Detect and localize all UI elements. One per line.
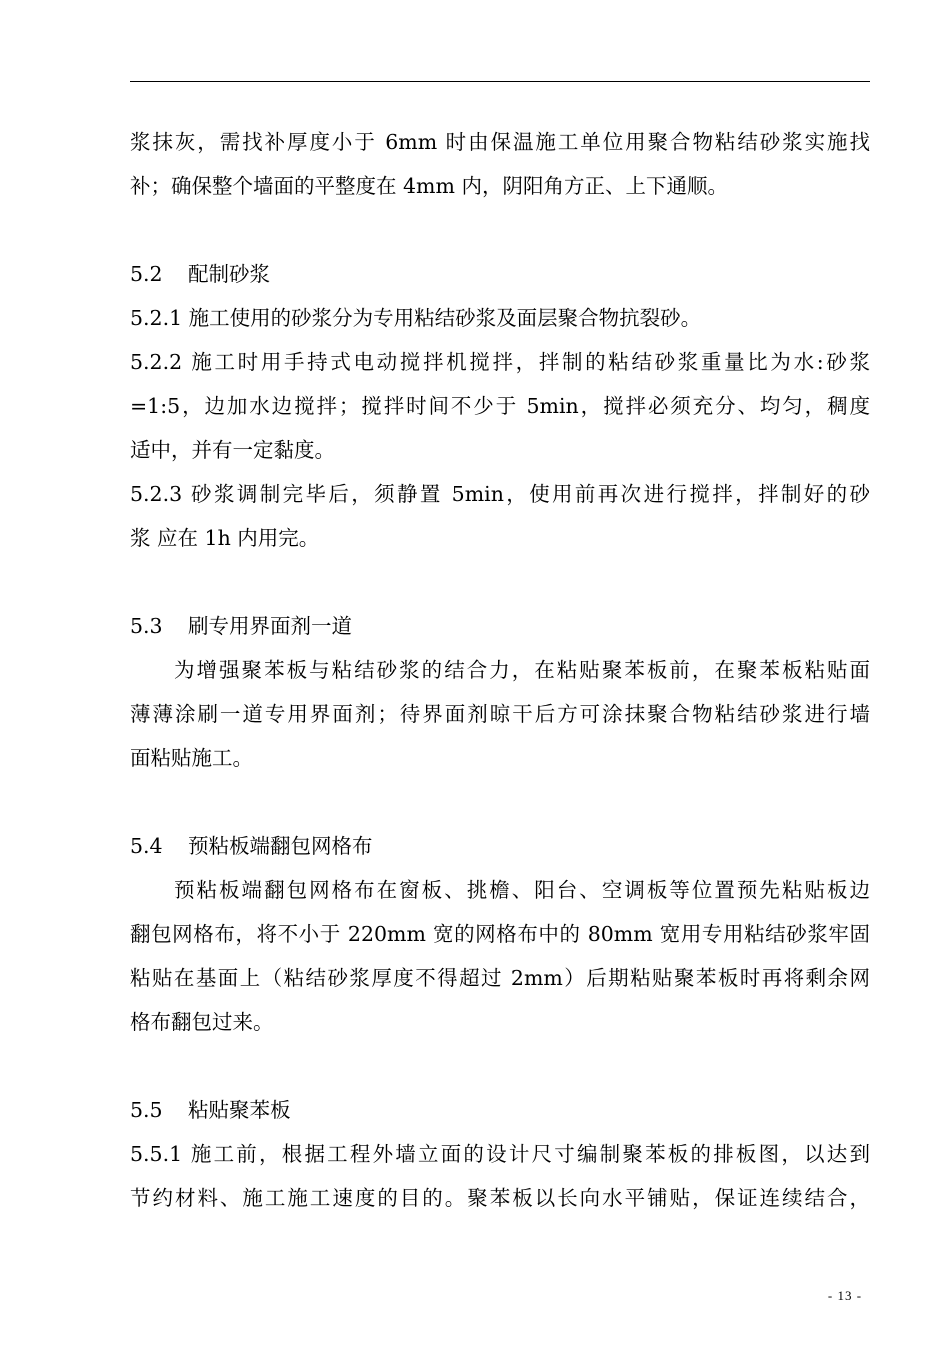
text-line: 粘贴在基面上（粘结砂浆厚度不得超过 2mm）后期粘贴聚苯板时再将剩余网 [130,966,870,990]
section-title: 刷专用界面剂一道 [188,614,352,638]
section-heading-5-5 [130,1088,870,1132]
paragraph-gap [130,560,870,604]
text-line: 薄薄涂刷一道专用界面剂；待界面剂晾干后方可涂抹聚合物粘结砂浆进行墙 [130,702,870,726]
paragraph-gap [130,208,870,252]
section-heading-5-3 [130,604,870,648]
text-line: 浆抹灰，需找补厚度小于 6mm 时由保温施工单位用聚合物粘结砂浆实施找 [130,130,870,154]
text-line: 翻包网格布，将不小于 220mm 宽的网格布中的 80mm 宽用专用粘结砂浆牢固 [130,922,870,946]
subsection-5-2-1: 5.2.1 施工使用的砂浆分为专用粘结砂浆及面层聚合物抗裂砂。 [130,306,702,330]
text-line: 5.2.3 砂浆调制完毕后，须静置 5min，使用前再次进行搅拌，拌制好的砂 [130,482,870,506]
text-line: 补；确保整个墙面的平整度在 4mm 内，阴阳角方正、上下通顺。 [130,174,728,198]
text-line: 适中，并有一定黏度。 [130,438,335,462]
section-number: 5.3 [130,614,163,638]
text-line: 预粘板端翻包网格布在窗板、挑檐、阳台、空调板等位置预先粘贴板边 [174,878,870,902]
header-rule [130,81,870,82]
section-number: 5.2 [130,262,163,286]
section-heading-5-4 [130,824,870,868]
paragraph-gap [130,780,870,824]
paragraph [130,120,870,208]
text-line: =1:5，边加水边搅拌；搅拌时间不少于 5min，搅拌必须充分、均匀，稠度 [130,394,870,418]
section-heading-5-2 [130,252,870,296]
section-title: 配制砂浆 [188,262,270,286]
subsection-5-5-1 [130,1132,870,1220]
subsection-5-2-3 [130,472,870,560]
section-title: 粘贴聚苯板 [188,1098,291,1122]
paragraph [130,648,870,780]
section-title: 预粘板端翻包网格布 [188,834,373,858]
text-line: 5.5.1 施工前，根据工程外墙立面的设计尺寸编制聚苯板的排板图，以达到 [130,1142,870,1166]
text-line: 5.2.2 施工时用手持式电动搅拌机搅拌，拌制的粘结砂浆重量比为水:砂浆 [130,350,870,374]
subsection-5-2-2 [130,340,870,472]
paragraph-gap [130,1044,870,1088]
section-number: 5.4 [130,834,163,858]
paragraph [130,868,870,1044]
document-body [130,120,870,1220]
text-line: 节约材料、施工施工速度的目的。聚苯板以长向水平铺贴，保证连续结合， [130,1186,870,1210]
text-line: 格布翻包过来。 [130,1010,274,1034]
page-number: - 13 - [827,1288,863,1303]
section-number: 5.5 [130,1098,163,1122]
text-line: 为增强聚苯板与粘结砂浆的结合力，在粘贴聚苯板前，在聚苯板粘贴面 [174,658,870,682]
text-line: 浆 应在 1h 内用完。 [130,526,320,550]
text-line: 面粘贴施工。 [130,746,253,770]
